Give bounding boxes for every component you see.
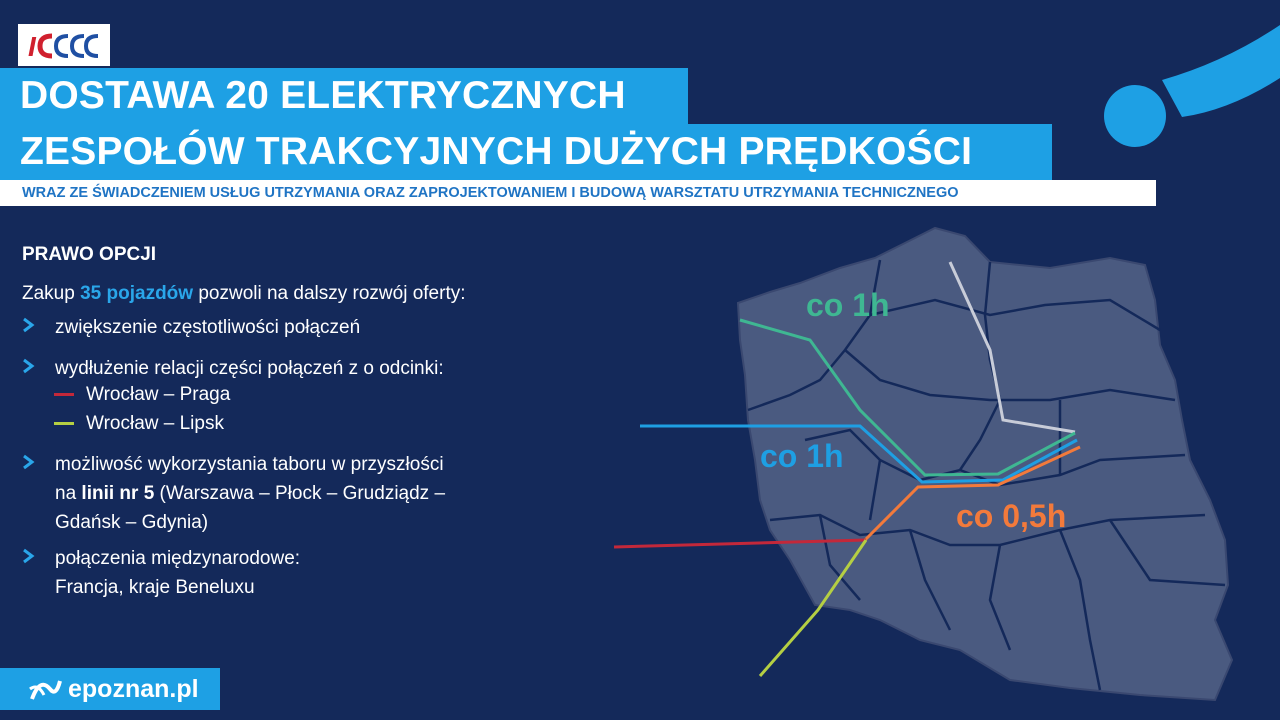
intro-suffix: pozwoli na dalszy rozwój oferty:	[193, 283, 466, 304]
svg-text:I: I	[28, 31, 36, 60]
intro-highlight: 35 pojazdów	[80, 283, 194, 304]
line2-bold: linii nr 5	[81, 483, 155, 504]
label-green-frequency: co 1h	[806, 287, 890, 323]
epoznan-logo-icon	[28, 675, 62, 703]
section-title: PRAWO OPCJI	[22, 244, 157, 265]
bullet-text-line1: połączenia międzynarodowe:	[55, 548, 301, 569]
label-orange-frequency: co 0,5h	[956, 498, 1067, 534]
footer-brand	[0, 668, 220, 710]
title-line-1: DOSTAWA 20 ELEKTRYCZNYCH	[0, 68, 688, 124]
line2-suffix: (Warszawa – Płock – Grudziądz –	[154, 483, 446, 504]
line2-prefix: na	[55, 483, 82, 504]
label-blue-frequency: co 1h	[760, 438, 844, 474]
footer-brand-text: epoznan.pl	[68, 674, 199, 703]
bullet-text-line3: Gdańsk – Gdynia)	[55, 512, 209, 533]
bullet-text-line1: możliwość wykorzystania taboru w przyszłości	[55, 454, 444, 475]
subtitle: WRAZ ZE ŚWIADCZENIEM USŁUG UTRZYMANIA ORAZ ZAPROJEKTOWANIEM I BUDOWĄ WARSZTATU UTRZYMANIA TECHNICZNEGO	[0, 180, 1156, 206]
bullet-text-line2: Francja, kraje Beneluxu	[55, 577, 255, 598]
bullet-text: wydłużenie relacji części połączeń z o odcinki:	[55, 358, 444, 379]
sub-item-text: Wrocław – Lipsk	[86, 413, 224, 434]
bullet-text: zwiększenie częstotliwości połączeń	[55, 317, 361, 338]
sub-item-text: Wrocław – Praga	[86, 384, 231, 405]
intro-prefix: Zakup	[22, 283, 81, 304]
title-line-2: ZESPOŁÓW TRAKCYJNYCH DUŻYCH PRĘDKOŚCI	[0, 124, 1052, 180]
